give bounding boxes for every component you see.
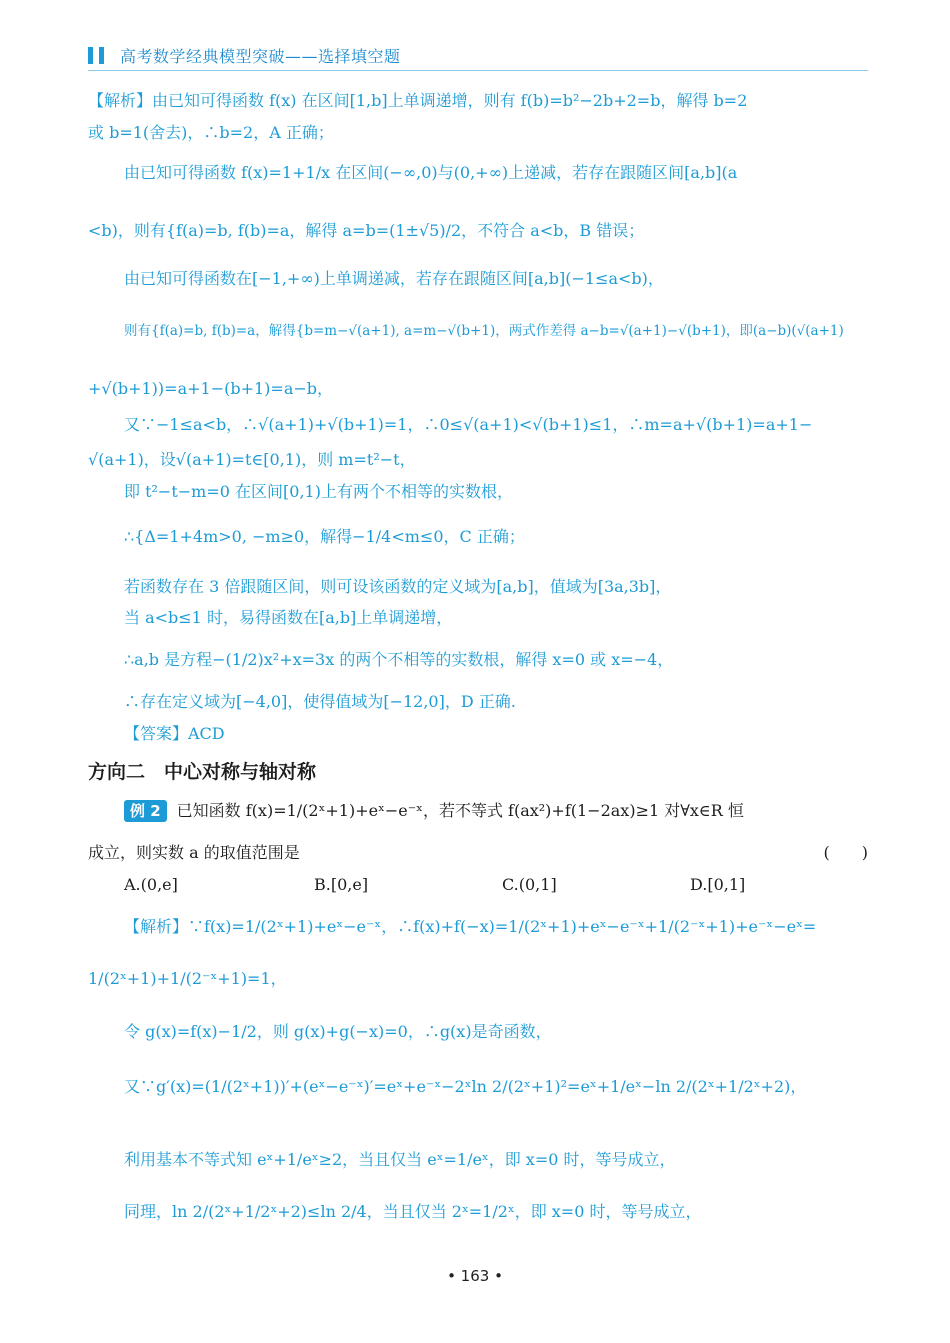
sol1-line-8: 又∵−1≤a<b，∴√(a+1)+√(b+1)=1，∴0≤√(a+1)<√(b+1)≤1，∴m=a+√(b+1)=a+1−	[124, 415, 813, 434]
option-c: C.(0,1]	[502, 875, 557, 894]
section-title: 方向二 中心对称与轴对称	[88, 761, 317, 783]
sol1-line-13: 当 a<b≤1 时，易得函数在[a,b]上单调递增，	[124, 608, 453, 627]
header-title: 高考数学经典模型突破——选择填空题	[120, 47, 401, 66]
example-stem-text-2: 成立，则实数 a 的取值范围是	[88, 843, 300, 862]
answer-paren: ( )	[823, 843, 868, 862]
sol2-line-5: 利用基本不等式知 eˣ+1/eˣ≥2，当且仅当 eˣ=1/eˣ，即 x=0 时，等号成立，	[124, 1150, 676, 1169]
sol1-line-11: ∴{Δ=1+4m>0, −m≥0，解得−1/4<m≤0，C 正确；	[124, 527, 525, 546]
sol1-line-4: <b)，则有{f(a)=b, f(b)=a，解得 a=b=(1±√5)/2，不符合 a<b，B 错误；	[88, 221, 645, 240]
sol1-line-1: 【解析】由已知可得函数 f(x) 在区间[1,b]上单调递增，则有 f(b)=b²−2b+2=b，解得 b=2	[88, 91, 748, 110]
example-stem-text: 已知函数 f(x)=1/(2ˣ+1)+eˣ−e⁻ˣ，若不等式 f(ax²)+f(1−2ax)≥1 对∀x∈R 恒	[176, 801, 744, 820]
sol1-line-9: √(a+1)，设√(a+1)=t∈[0,1)，则 m=t²−t，	[88, 450, 416, 469]
example-stem-line-2	[88, 842, 868, 864]
option-a: A.(0,e]	[124, 875, 178, 894]
sol1-line-6: 则有{f(a)=b, f(b)=a，解得{b=m−√(a+1), a=m−√(b+1)，两式作差得 a−b=√(a+1)−√(b+1)，即(a−b)(√(a+1)	[124, 323, 844, 339]
sol2-line-3: 令 g(x)=f(x)−1/2，则 g(x)+g(−x)=0，∴g(x)是奇函数，	[124, 1022, 552, 1041]
sol1-line-3: 由已知可得函数 f(x)=1+1/x 在区间(−∞,0)与(0,+∞)上递减，若存在跟随区间[a,b](a	[124, 163, 738, 182]
sol1-line-10: 即 t²−t−m=0 在区间[0,1)上有两个不相等的实数根，	[124, 482, 513, 501]
sol1-line-15: ∴存在定义域为[−4,0]，使得值域为[−12,0]，D 正确.	[124, 692, 516, 711]
option-d: D.[0,1]	[690, 875, 746, 894]
page-number: • 163 •	[447, 1267, 503, 1285]
header-bar-icon	[88, 47, 93, 64]
running-header	[88, 44, 868, 72]
sol1-line-14: ∴a,b 是方程−(1/2)x²+x=3x 的两个不相等的实数根，解得 x=0 或 x=−4，	[124, 650, 674, 669]
sol2-line-6: 同理，ln 2/(2ˣ+1/2ˣ+2)≤ln 2/4，当且仅当 2ˣ=1/2ˣ，即 x=0 时，等号成立，	[124, 1202, 702, 1221]
sol2-line-1: 【解析】∵f(x)=1/(2ˣ+1)+eˣ−e⁻ˣ，∴f(x)+f(−x)=1/(2ˣ+1)+eˣ−e⁻ˣ+1/(2⁻ˣ+1)+e⁻ˣ−eˣ=	[124, 917, 817, 936]
sol1-line-5: 由已知可得函数在[−1,+∞)上单调递减，若存在跟随区间[a,b](−1≤a<b)，	[124, 269, 664, 288]
sol2-line-2: 1/(2ˣ+1)+1/(2⁻ˣ+1)=1，	[88, 969, 287, 988]
sol1-line-12: 若函数存在 3 倍跟随区间，则可设该函数的定义域为[a,b]，值域为[3a,3b]，	[124, 577, 672, 596]
header-bar-icon	[99, 47, 104, 64]
option-b: B.[0,e]	[314, 875, 369, 894]
answer: 【答案】ACD	[124, 724, 225, 743]
sol2-line-4: 又∵g′(x)=(1/(2ˣ+1))′+(eˣ−e⁻ˣ)′=eˣ+e⁻ˣ−2ˣln 2/(2ˣ+1)²=eˣ+1/eˣ−ln 2/(2ˣ+1/2ˣ+2)，	[124, 1077, 807, 1096]
example-badge: 例 2	[124, 800, 167, 822]
sol1-line-7: +√(b+1))=a+1−(b+1)=a−b，	[88, 379, 334, 398]
example-stem-line-1	[124, 800, 868, 822]
sol1-line-2: 或 b=1(舍去)，∴b=2，A 正确；	[88, 123, 334, 142]
header-rule	[88, 70, 868, 71]
